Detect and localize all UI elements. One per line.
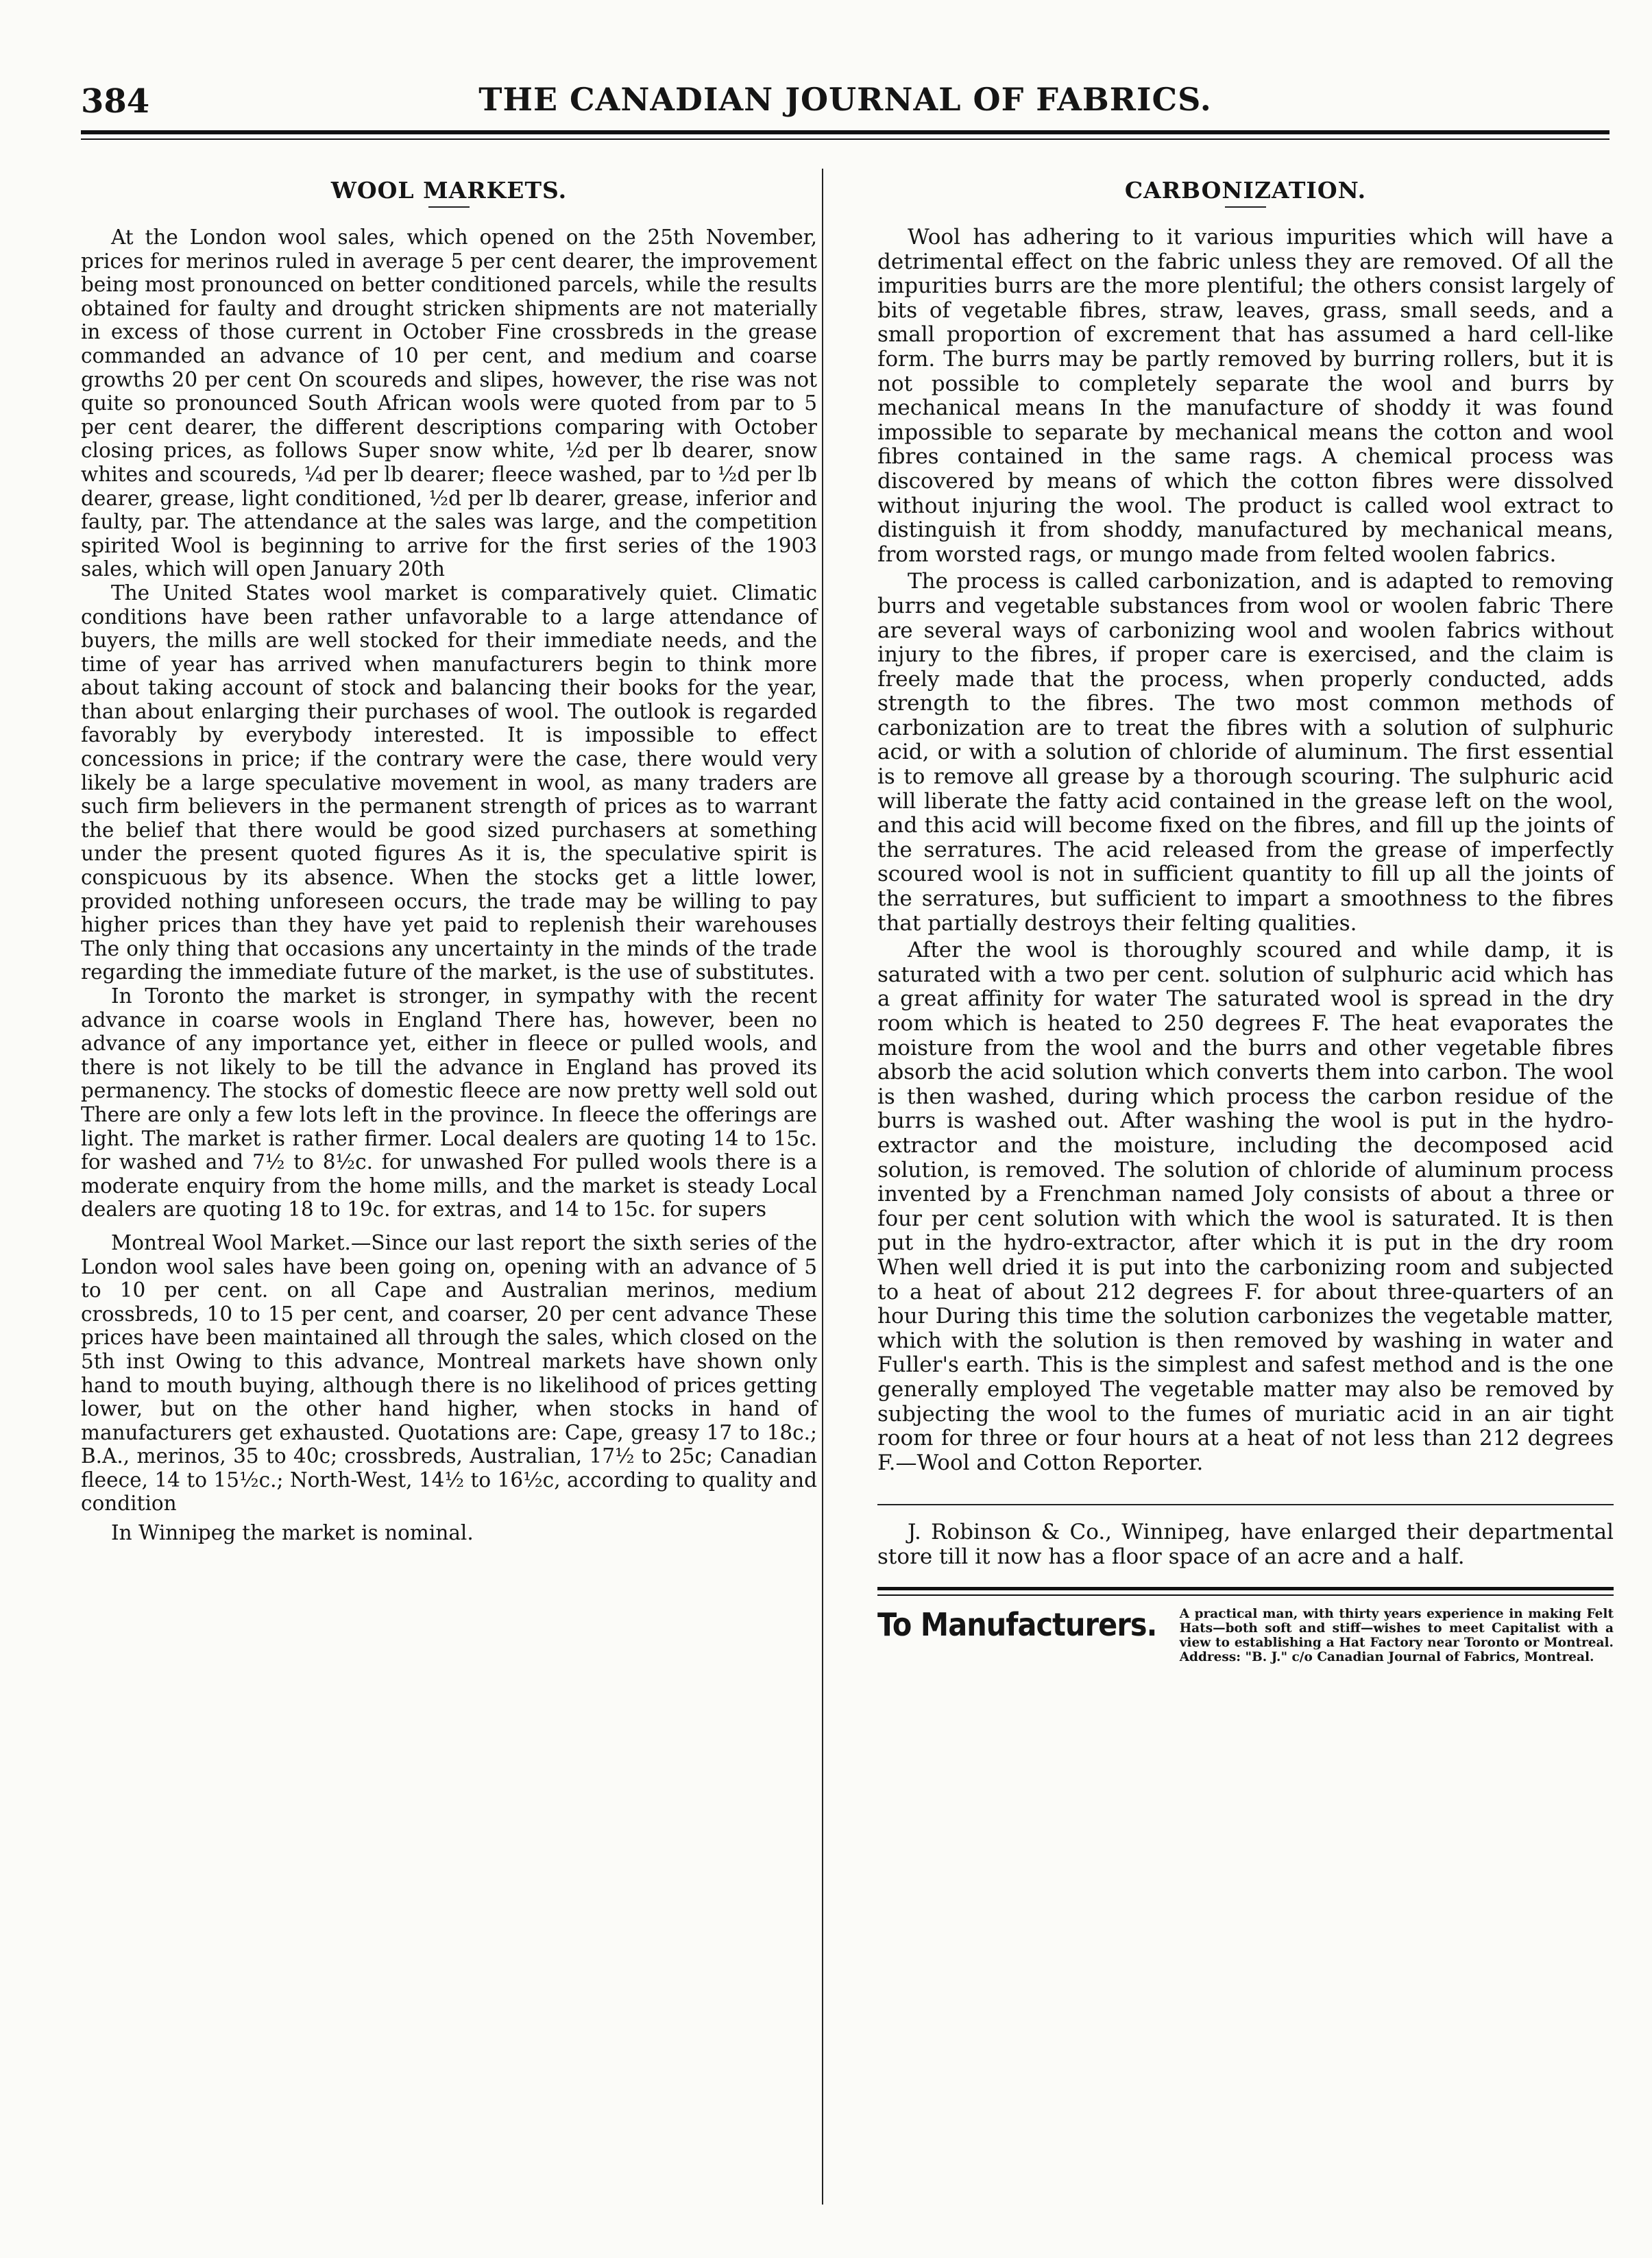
ad-rule-thin xyxy=(877,1594,1614,1596)
header-rule-thick xyxy=(81,130,1610,134)
advertisement xyxy=(877,1607,1614,1664)
title-rule xyxy=(428,206,470,208)
ad-rule-thick xyxy=(877,1587,1614,1590)
carbonization-title: CARBONIZATION. xyxy=(1124,177,1367,204)
wool-markets-paragraph-montreal: Montreal Wool Market.—Since our last report the sixth series of the London wool sales have been going on, opening with an advance of 5 to 10 per cent. on all Cape and Australian merinos, medium crossbreds, 10 to 15 per cent, and coarser, 20 per cent advance These prices have been maintained all through the sales, which closed on the 5th inst Owing to this advance, Montreal markets have shown only hand to mouth buying, although there is no likelihood of prices getting lower, but on the other hand higher, when stocks in hand of manufacturers get exhausted. Quotations are: Cape, greasy 17 to 18c.; B.A., merinos, 35 to 40c; crossbreds, Australian, 17½ to 25c; Canadian fleece, 14 to 15½c.; North-West, 14½ to 16½c, according to quality and condition xyxy=(81,1230,817,1516)
carbonization-paragraph-1: Wool has adhering to it various impurities which will have a detrimental effect on the fabric unless they are removed. Of all the impurities burrs are the more plentiful; the others consist largely of bits of vegetable fibres, straw, leaves, grass, small seeds, and a small proportion of excrement that has assumed a hard cell-like form. The burrs may be partly removed by burring rollers, but it is not possible to completely separate the wool and burrs by mechanical means In the manufacture of shoddy it was found impossible to separate by mechanical means the cotton and wool fibres contained in the same rags. A chemical process was discovered by means of which the cotton fibres were dissolved without injuring the wool. The product is called wool extract to distinguish it from shoddy, manufactured by mechanical means, from worsted rags, or mungo made from felted woolen fabrics. xyxy=(877,225,1614,567)
robinson-note: J. Robinson & Co., Winnipeg, have enlarged their departmental store till it now has a floor space of an acre and a half. xyxy=(877,1520,1614,1569)
wool-markets-paragraph-toronto: In Toronto the market is stronger, in sympathy with the recent advance in coarse wools in England There has, however, been no advance of any importance yet, either in fleece or pulled wools, and there is not likely to be till the advance in England has proved its permanency. The stocks of domestic fleece are now pretty well sold out There are only a few lots left in the province. In fleece the offerings are light. The market is rather firmer. Local dealers are quoting 14 to 15c. for washed and 7½ to 8½c. for unwashed For pulled wools there is a moderate enquiry from the home mills, and the market is steady Local dealers are quoting 18 to 19c. for extras, and 14 to 15c. for supers xyxy=(81,984,817,1222)
page-header xyxy=(81,81,1610,121)
journal-title: THE CANADIAN JOURNAL OF FABRICS. xyxy=(478,81,1212,118)
title-rule xyxy=(1225,206,1266,208)
advertisement-heading: To Manufacturers. xyxy=(877,1606,1157,1644)
wool-markets-column xyxy=(81,169,817,2218)
carbonization-paragraph-2: The process is called carbonization, and is adapted to removing burrs and vegetable substances from wool or woolen fabric There are several ways of carbonizing wool and woolen fabrics without injury to the fibres, if proper care is exercised, and the claim is freely made that the process, when properly conducted, adds strength to the fibres. The two most common methods of carbonization are to treat the fibres with a solution of sulphuric acid, or with a solution of chloride of aluminum. The first essential is to remove all grease by a thorough scouring. The sulphuric acid will liberate the fatty acid contained in the grease left on the wool, and this acid will become fixed on the fibres, and fill up the joints of the serratures. The acid released from the grease of imperfectly scoured wool is not in sufficient quantity to fill up all the joints of the serratures, but sufficient to impart a smoothness to the fibres that partially destroys their felting qualities. xyxy=(877,569,1614,936)
column-divider xyxy=(822,169,823,2205)
wool-markets-paragraph-winnipeg: In Winnipeg the market is nominal. xyxy=(111,1521,474,1545)
header-rule-thin xyxy=(81,138,1610,140)
wool-markets-title: WOOL MARKETS. xyxy=(330,177,568,204)
carbonization-column xyxy=(877,169,1614,1951)
page-number: 384 xyxy=(81,82,150,121)
wool-markets-paragraph-united-states: The United States wool market is comparatively quiet. Climatic conditions have been rather unfavorable to a large attendance of buyers, the mills are well stocked for their immediate needs, and the time of year has arrived when manufacturers begin to think more about taking account of stock and balancing their books for the year, than about enlarging their purchases of wool. The outlook is regarded favorably by everybody interested. It is impossible to effect concessions in price; if the contrary were the case, there would very likely be a large speculative movement in wool, as many traders are such firm believers in the permanent strength of prices as to warrant the belief that there would be good sized purchasers at something under the present quoted figures As it is, the speculative spirit is conspicuous by its absence. When the stocks get a little lower, provided nothing unforeseen occurs, the trade may be willing to pay higher prices than they have yet paid to replenish their warehouses The only thing that occasions any uncertainty in the minds of the trade regarding the immediate future of the market, is the use of substitutes. xyxy=(81,581,817,984)
wool-markets-paragraph-london: At the London wool sales, which opened on the 25th November, prices for merinos ruled in average 5 per cent dearer, the improvement being most pronounced on better conditioned parcels, while the results obtained for faulty and drought stricken shipments are not materially in excess of those current in October Fine crossbreds in the grease commanded an advance of 10 per cent, and medium and coarse growths 20 per cent On scoureds and slipes, however, the rise was not quite so pronounced South African wools were quoted from par to 5 per cent dearer, the different descriptions comparing with October closing prices, as follows Super snow white, ½d per lb dearer, snow whites and scoureds, ¼d per lb dearer; fleece washed, par to ½d per lb dearer, grease, light conditioned, ½d per lb dearer, grease, inferior and faulty, par. The attendance at the sales was large, and the competition spirited Wool is beginning to arrive for the first series of the 1903 sales, which will open January 20th xyxy=(81,226,817,581)
carbonization-paragraph-3: After the wool is thoroughly scoured and while damp, it is saturated with a two per cent. solution of sulphuric acid which has a great affinity for water The saturated wool is spread in the dry room which is heated to 250 degrees F. The heat evaporates the moisture from the wool and the burrs and other vegetable fibres absorb the acid solution which converts them into carbon. The wool is then washed, during which process the carbon residue of the burrs is washed out. After washing the wool is put in the hydro-extractor and the moisture, including the decomposed acid solution, is removed. The solution of chloride of aluminum process invented by a Frenchman named Joly consists of about a three or four per cent solution with which the wool is saturated. It is then put in the hydro-extractor, after which it is put in the dry room When well dried it is put into the carbonizing room and subjected to a heat of about 212 degrees F. for about three-quarters of an hour During this time the solution carbonizes the vegetable matter, which with the solution is then removed by washing in water and Fuller's earth. This is the simplest and safest method and is the one generally employed The vegetable matter may also be removed by subjecting the wool to the fumes of muriatic acid in an air tight room for three or four hours at a heat of not less than 212 degrees F.—Wool and Cotton Reporter. xyxy=(877,938,1614,1475)
advertisement-body: A practical man, with thirty years experience in making Felt Hats—both soft and stiff—wishes to meet Capitalist with a view to establishing a Hat Factory near Toronto or Montreal. Address: "B. J." c/o Canadian Journal of Fabrics, Montreal. xyxy=(1179,1607,1614,1665)
note-separator xyxy=(877,1504,1614,1505)
